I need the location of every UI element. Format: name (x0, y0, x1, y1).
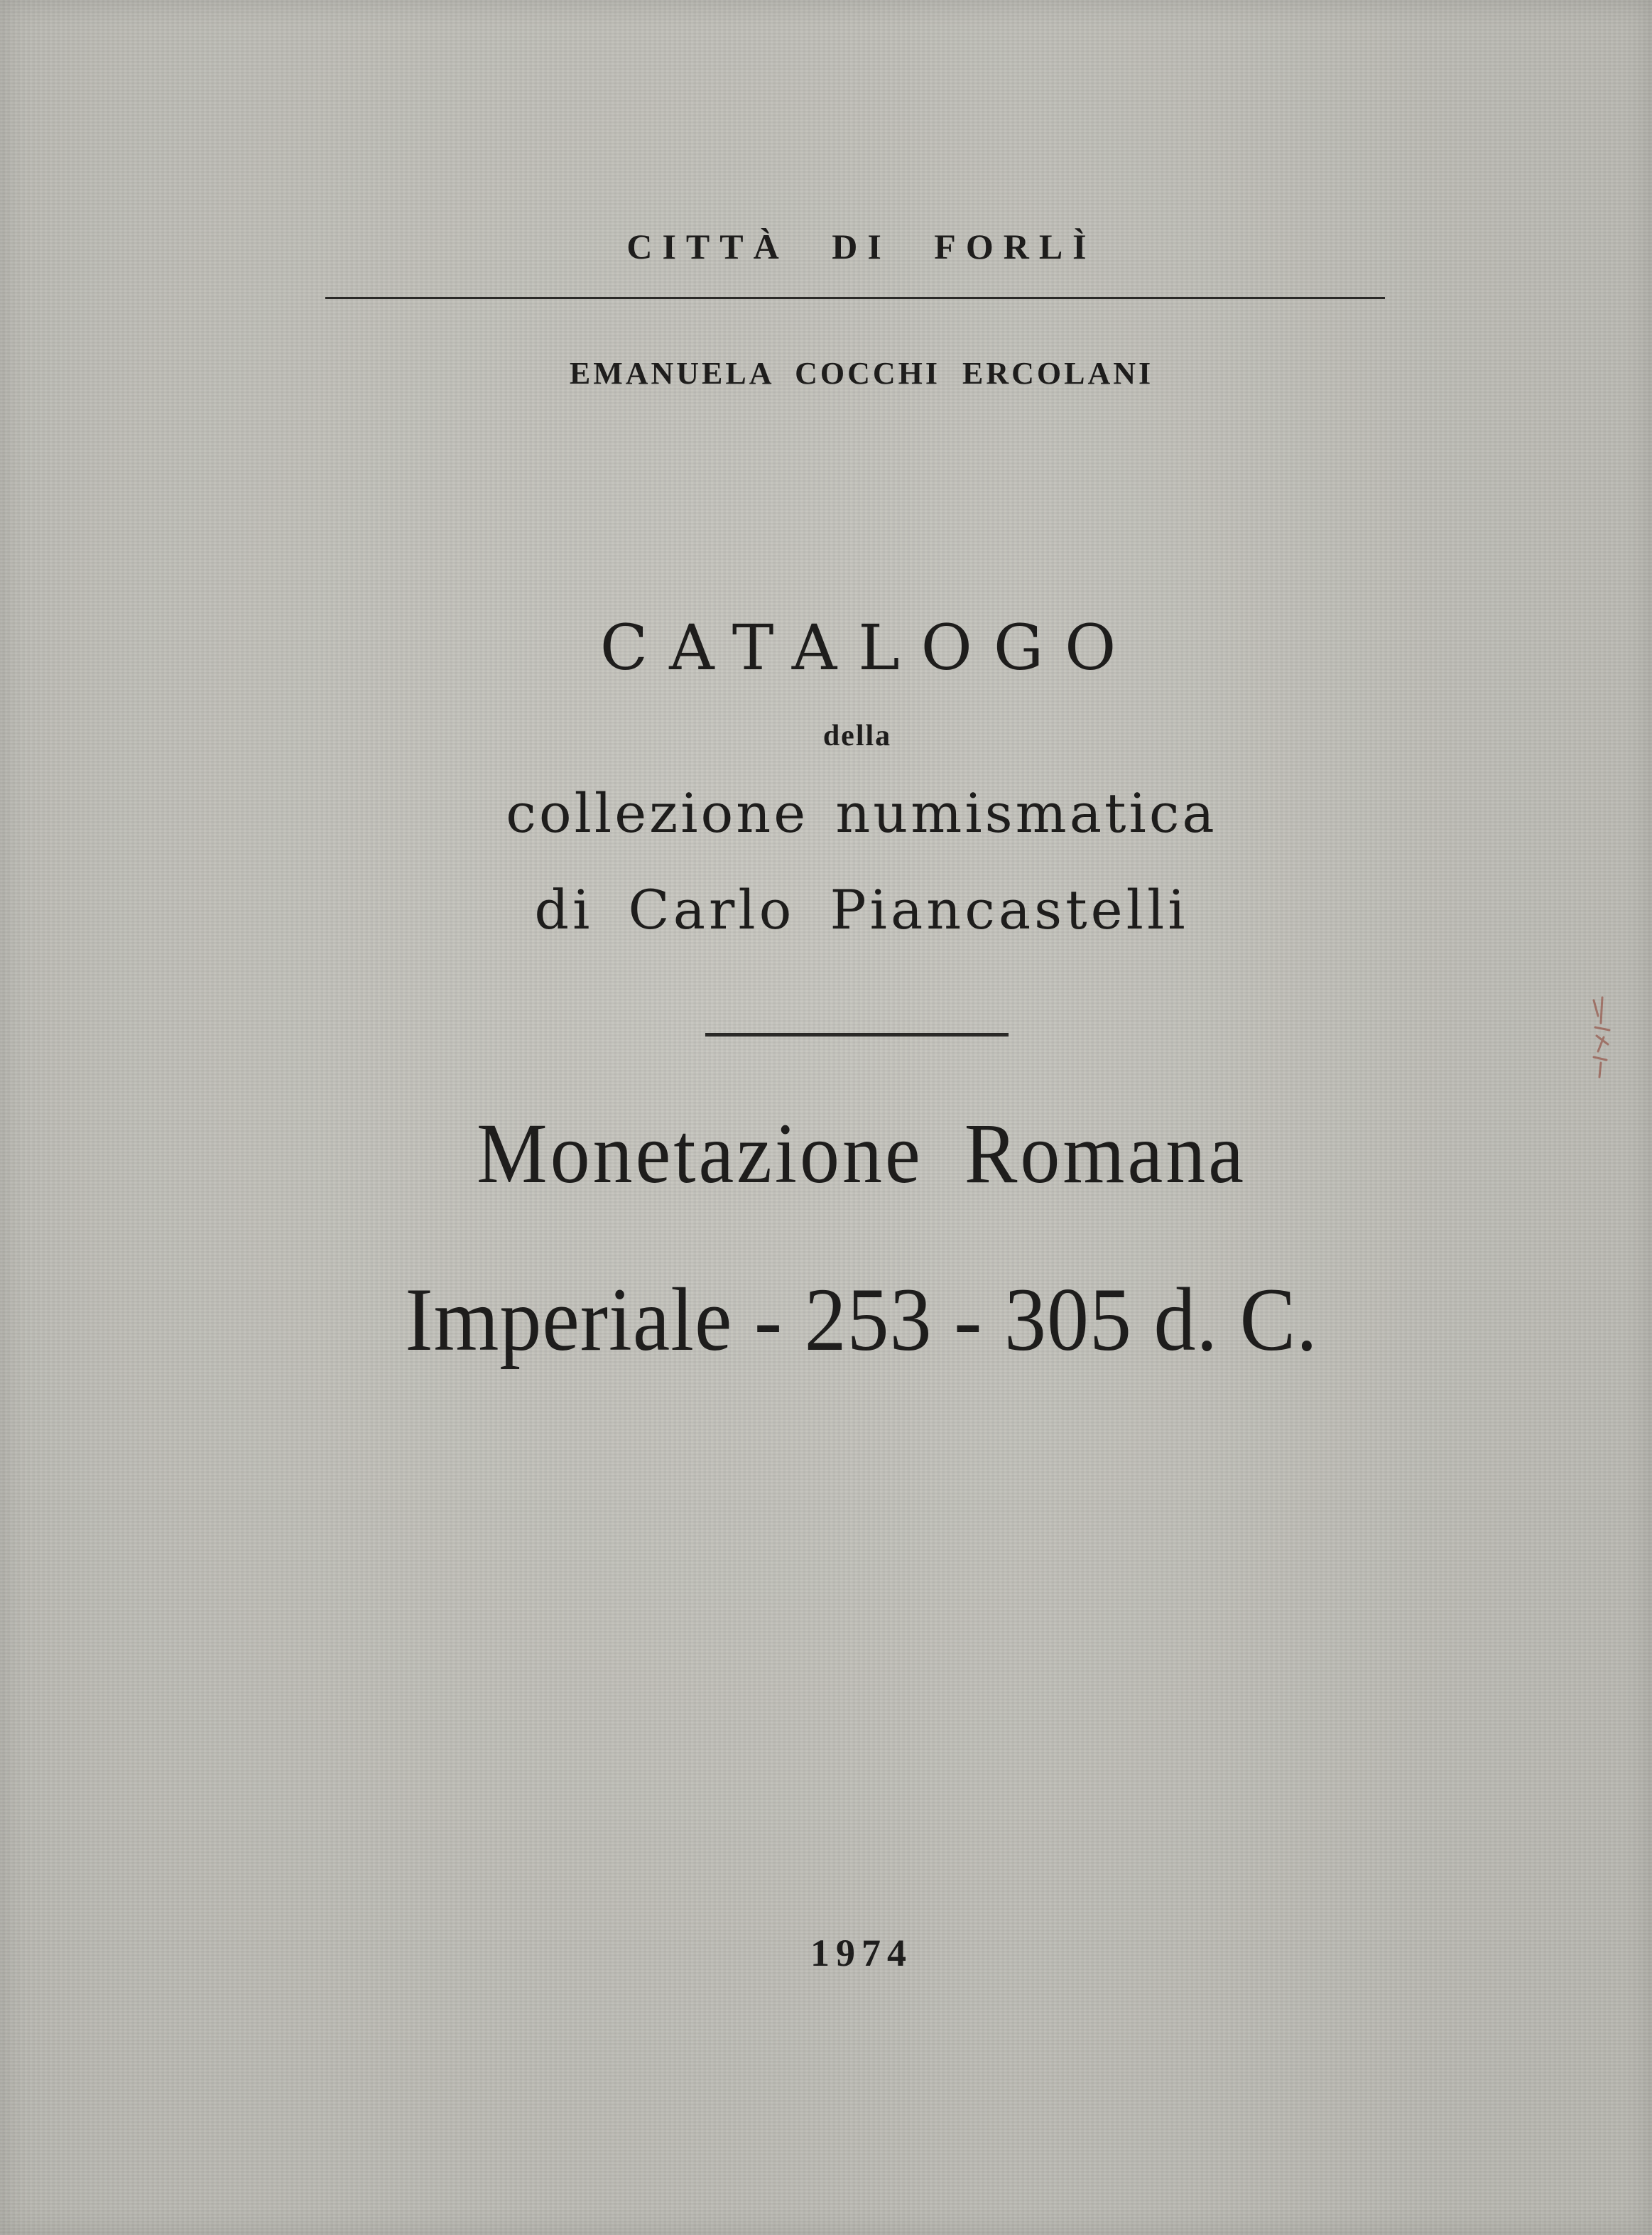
title-catalogo: CATALOGO (599, 611, 1138, 684)
subtitle-period: Imperiale - 253 - 305 d. C. (405, 1269, 1318, 1370)
top-divider (325, 297, 1385, 299)
publication-year: 1974 (810, 1932, 913, 1974)
subtitle-coinage: Monetazione Romana (477, 1106, 1246, 1201)
title-line-collection: collezione numismatica (506, 781, 1217, 845)
ink-stamp-mark (1588, 995, 1619, 1080)
institution-heading: CITTÀ DI FORLÌ (626, 227, 1097, 266)
title-line-collector: di Carlo Piancastelli (534, 878, 1189, 941)
title-connector: della (822, 720, 892, 752)
author-name: EMANUELA COCCHI ERCOLANI (569, 356, 1154, 391)
middle-divider (705, 1033, 1009, 1037)
